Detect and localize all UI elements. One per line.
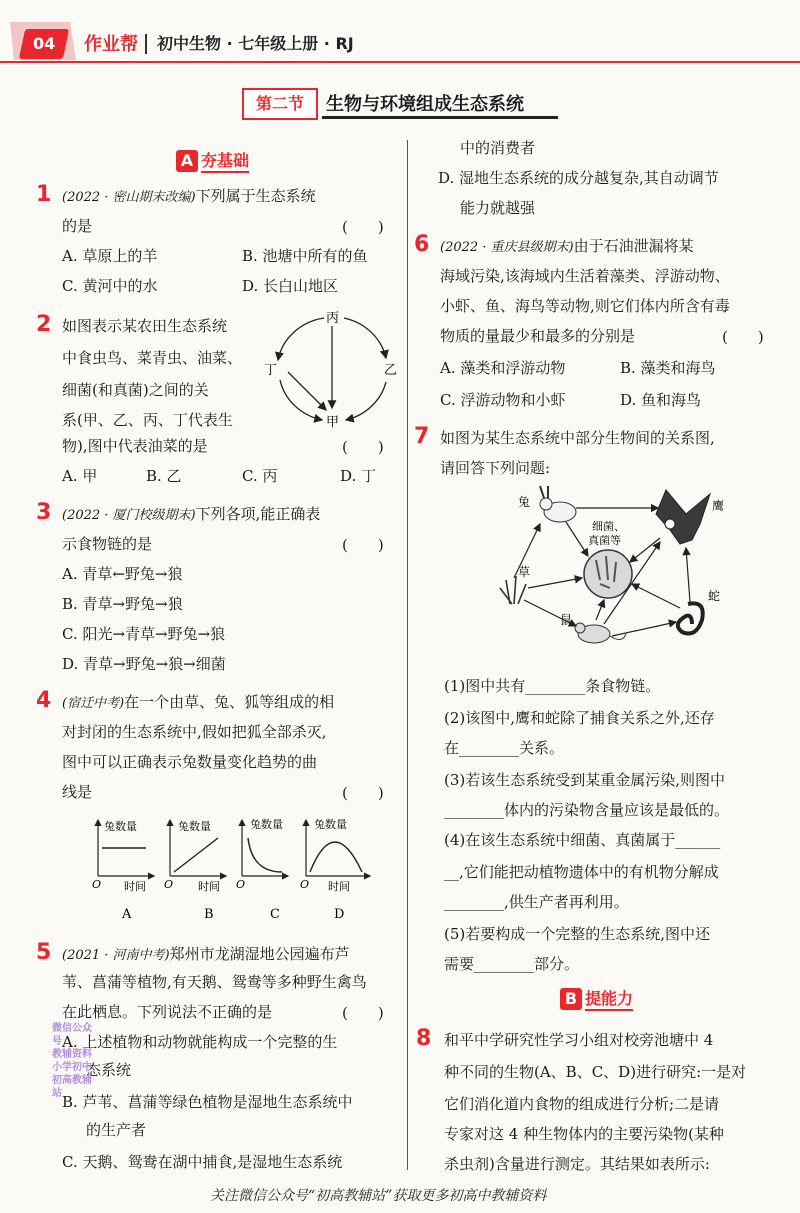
node-right: 乙 [384, 363, 398, 378]
graph-c [236, 817, 288, 922]
page-number-badge: 04 [19, 29, 69, 59]
header-rule [0, 61, 800, 63]
sub-question-4: (4)在该生态系统中细菌、真菌属于______ [444, 831, 721, 849]
option-d: D. 青草→野兔→狼→细菌 [62, 655, 226, 673]
grass-icon [500, 576, 526, 604]
sub-question-4-cont2: ________,供生产者再利用。 [444, 893, 629, 911]
question-number: 7 [414, 424, 430, 449]
badge-label: 夯基础 [201, 148, 249, 173]
badge-label: 提能力 [585, 986, 633, 1011]
option-c: C. 天鹅、鸳鸯在湖中捕食,是湿地生态系统 [62, 1153, 343, 1171]
rabbit-icon [540, 486, 576, 522]
stem-text: 在一个由草、兔、狐等组成的相 [124, 693, 335, 711]
stem-text: 郑州市龙湖湿地公园遍布芦 [169, 945, 350, 963]
graph-d [300, 817, 370, 922]
option-d: D. 长白山地区 [242, 277, 339, 295]
graph-a [92, 819, 154, 922]
answer-bracket: ( ) [342, 1004, 384, 1022]
decomposer-icon [584, 550, 632, 598]
option-a: A. 藻类和浮游动物 [440, 359, 566, 377]
svg-text:兔数量: 兔数量 [104, 820, 137, 833]
option-a: A. 青草←野兔→狼 [62, 565, 183, 583]
question-number: 3 [36, 500, 52, 525]
label-grass: 草 [518, 565, 531, 579]
option-d: D. 丁 [340, 467, 377, 485]
rabbit-curve-graphs [88, 812, 378, 924]
sub-question-4-cont: __,它们能把动植物遗体中的有机物分解成 [444, 863, 719, 881]
svg-text:A: A [122, 907, 132, 922]
question-stem [62, 944, 350, 966]
question-stem [440, 236, 694, 258]
question-stem [62, 186, 316, 208]
option-d: D. 鱼和海鸟 [620, 391, 702, 409]
answer-bracket: ( ) [342, 784, 384, 802]
question-line: 请回答下列问题: [440, 459, 551, 477]
section-tag: 第二节 [242, 88, 318, 120]
question-stem-line: 示食物链的是 [62, 535, 153, 553]
svg-text:兔数量: 兔数量 [250, 818, 283, 831]
question-line: 专家对这 4 种生物体内的主要污染物(某种 [444, 1125, 724, 1143]
badge-letter: B [560, 988, 582, 1010]
brand-name: 作业帮 [84, 34, 138, 55]
svg-text:时间: 时间 [198, 880, 220, 893]
question-number: 1 [36, 182, 52, 207]
option-b: B. 池塘中所有的鱼 [242, 247, 368, 265]
sub-question-1: (1)图中共有________条食物链。 [444, 677, 661, 695]
option-d: D. 湿地生态系统的成分越复杂,其自动调节 [438, 169, 719, 187]
section-underline [322, 116, 558, 119]
food-cycle-diagram [262, 306, 402, 434]
question-source: (2021 · 河南中考) [62, 948, 170, 963]
section-title: 生物与环境组成生态系统 [326, 94, 524, 115]
book-title: 初中生物 · 七年级上册 · RJ [157, 34, 354, 53]
question-line: 如图表示某农田生态系统 [62, 317, 228, 335]
question-line: 中食虫鸟、菜青虫、油菜、 [62, 349, 243, 367]
option-c: C. 黄河中的水 [62, 277, 158, 295]
stem-text: 由于石油泄漏将某 [573, 237, 694, 255]
question-line: 系(甲、乙、丙、丁代表生 [62, 411, 233, 429]
question-stem [62, 692, 334, 714]
option-b-cont: 的生产者 [86, 1121, 147, 1139]
node-left: 丁 [264, 363, 278, 378]
question-line: 它们消化道内食物的组成进行分析;二是请 [444, 1095, 720, 1113]
question-number: 4 [36, 688, 52, 713]
option-c-cont: 中的消费者 [460, 139, 536, 157]
graph-b [164, 819, 226, 922]
option-a: A. 草原上的羊 [62, 247, 158, 265]
option-d-cont: 能力就越强 [460, 199, 536, 217]
svg-text:O: O [92, 878, 102, 891]
svg-text:B: B [204, 907, 214, 922]
option-a: A. 甲 [62, 467, 98, 485]
answer-bracket: ( ) [342, 536, 384, 554]
badge-letter: A [176, 150, 198, 172]
question-line: 物质的量最少和最多的分别是 [440, 327, 636, 345]
svg-text:D: D [334, 907, 345, 922]
question-line: 杀虫剂)含量进行测定。其结果如表所示: [444, 1155, 710, 1173]
header-divider [145, 34, 147, 54]
label-mouse: 鼠 [560, 613, 573, 627]
sub-question-5: (5)若要构成一个完整的生态系统,图中还 [444, 925, 711, 943]
question-line: 和平中学研究性学习小组对校旁池塘中 4 [444, 1031, 714, 1049]
question-line: 如图为某生态系统中部分生物间的关系图, [440, 429, 715, 447]
svg-text:O: O [236, 878, 246, 891]
sub-question-3: (3)若该生态系统受到某重金属污染,则图中 [444, 771, 726, 789]
footer-note: 关注微信公众号“初高教辅站”获取更多初高中教辅资料 [210, 1188, 547, 1204]
ecosystem-relation-diagram [496, 484, 732, 664]
sub-question-2: (2)该图中,鹰和蛇除了捕食关系之外,还存 [444, 709, 715, 727]
label-eagle: 鹰 [712, 499, 725, 513]
watermark-stamp: 微信公众号 教辅资料 小学初中 初高教辅站 [52, 1023, 92, 1099]
option-c: C. 浮游动物和小虾 [440, 391, 566, 409]
sub-question-2-cont: 在________关系。 [444, 739, 565, 757]
label-decomposer-1: 细菌、 [592, 520, 625, 533]
question-source: (2022 · 重庆县级期末) [440, 240, 574, 255]
question-number: 5 [36, 940, 52, 965]
option-b: B. 青草→野兔→狼 [62, 595, 183, 613]
question-number: 6 [414, 232, 430, 257]
question-line: 线是 [62, 783, 93, 801]
question-number: 8 [416, 1026, 432, 1051]
question-line: 图中可以正确表示兔数量变化趋势的曲 [62, 753, 318, 771]
column-divider [407, 140, 408, 1170]
label-snake: 蛇 [708, 589, 721, 603]
question-stem [62, 504, 320, 526]
question-line: 小虾、鱼、海鸟等动物,则它们体内所含有毒 [440, 297, 730, 315]
option-a: A. 上述植物和动物就能构成一个完整的生 [62, 1033, 338, 1051]
question-number: 2 [36, 312, 52, 337]
stem-text: 下列各项,能正确表 [195, 505, 321, 523]
svg-text:时间: 时间 [124, 880, 146, 893]
question-stem-line: 的是 [62, 217, 93, 235]
svg-text:兔数量: 兔数量 [314, 818, 347, 831]
sub-question-3-cont: ________体内的污染物含量应该是最低的。 [444, 801, 730, 819]
question-line: 细菌(和真菌)之间的关 [62, 381, 209, 399]
svg-text:兔数量: 兔数量 [178, 820, 211, 833]
stem-text: 下列属于生态系统 [195, 187, 316, 205]
sub-question-5-cont: 需要________部分。 [444, 955, 580, 973]
question-source: (2022 · 厦门校级期末) [62, 508, 196, 523]
svg-text:C: C [270, 907, 280, 922]
eagle-icon [656, 490, 710, 544]
question-line: 海域污染,该海域内生活着藻类、浮游动物、 [440, 267, 730, 285]
option-b: B. 乙 [146, 467, 182, 485]
label-decomposer-2: 真菌等 [588, 534, 621, 547]
badge-advanced [560, 986, 633, 1010]
answer-bracket: ( ) [722, 328, 764, 346]
question-line: 苇、菖蒲等植物,有天鹅、鸳鸯等多种野生禽鸟 [62, 973, 367, 991]
svg-text:O: O [300, 878, 310, 891]
question-line: 在此栖息。下列说法不正确的是 [62, 1003, 273, 1021]
node-bottom: 甲 [326, 415, 340, 430]
question-line: 对封闭的生态系统中,假如把狐全部杀灭, [62, 723, 327, 741]
node-top: 丙 [326, 311, 340, 326]
option-c: C. 阳光→青草→野兔→狼 [62, 625, 226, 643]
answer-bracket: ( ) [342, 218, 384, 236]
answer-bracket: ( ) [342, 438, 384, 456]
option-c: C. 丙 [242, 467, 278, 485]
question-line: 物),图中代表油菜的是 [62, 437, 208, 455]
option-b: B. 藻类和海鸟 [620, 359, 716, 377]
question-source: (2022 · 密山期末改编) [62, 190, 196, 205]
snake-icon [678, 603, 703, 633]
mouse-icon [575, 623, 626, 643]
svg-text:时间: 时间 [328, 880, 350, 893]
option-b: B. 芦苇、菖蒲等绿色植物是湿地生态系统中 [62, 1093, 353, 1111]
question-line: 种不同的生物(A、B、C、D)进行研究:一是对 [444, 1063, 747, 1081]
question-source: (宿迁中考) [62, 696, 125, 711]
label-rabbit: 兔 [518, 495, 531, 509]
badge-basic [176, 148, 249, 172]
option-a-cont: 态系统 [86, 1061, 132, 1079]
svg-text:O: O [164, 878, 174, 891]
